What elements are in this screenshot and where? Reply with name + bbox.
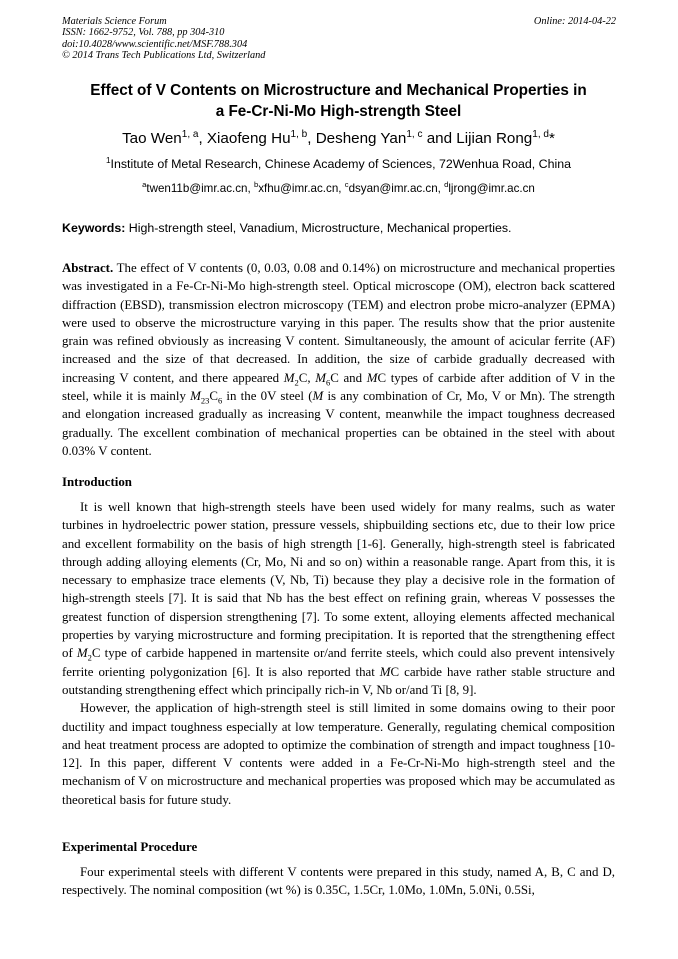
abstract-text: is any combination of Cr, Mo, V or Mn). The strength and elongation increased gradually as increasing V content, meanwhile the impact toughness decreased gradually. The excellent combination of mechanical properties can be obtained in the steel with about 0.03% V content. [62,389,616,458]
title-line-2: a Fe-Cr-Ni-Mo High-strength Steel [215,103,462,120]
author-name: Xiaofeng Hu [206,130,291,147]
formula-symbol: M [379,664,391,679]
journal-header [62,16,265,62]
email-mark: d [444,180,449,190]
email-link[interactable]: xfhu@imr.ac.cn [258,182,339,195]
author-affil-mark: 1, a [181,128,199,140]
author-name: Desheng Yan [315,130,407,147]
title-line-1: Effect of V Contents on Microstructure and Mechanical Properties in [90,82,587,99]
author-name: Lijian Rong [456,130,533,147]
email-separator: , [338,182,345,195]
formula-subscript: 2 [87,652,92,663]
paper-title [62,80,615,122]
abstract-text: C types of carbide after addition of V in the steel, while it is mainly [62,370,615,404]
section-heading-experimental: Experimental Procedure [62,840,198,854]
formula-subscript: 6 [325,377,331,388]
paragraph-text: C type of carbide happened in martensite or/and ferrite steels, which could also prevent intensively ferrite orienting polygonization [6]. It is also reported that [62,646,615,679]
paragraph-text: It is well known that high-strength steels have been used widely for many realms, such as water turbines in hydroelectric power station, pressure vessels, shipbuilding sections etc, due to their low price and excellent formability on the basis of high strength [1-6]. Generally, high-strength steel is fabricated through adding alloying elements (Cr, Mo, Ni and so on) within a reasonable range. Apart from this, it is necessary to emphasize trace elements (V, Nb, Ti) because they play a decisive role in the formation of high-strength steels [7]. It is said that Nb has the best effect on refining grain, whereas V possesses the greatest function of dispersion strengthening [7]. To some extent, alloying elements affected mechanical properties by varying microstructure and forming precipitation. It is reported that the strengthening effect of [62,500,615,661]
paragraph: Four experimental steels with different V contents were prepared in this study, named A, B, C and D, respectively. The nominal composition (wt %) is 0.35C, 1.5Cr, 1.0Mo, 1.0Mn, 5.0Ni, 0.5Si, [62,865,615,898]
author-separator: , [307,130,316,147]
formula-symbol: M [366,370,378,385]
email-mark: a [142,180,147,190]
affiliation [62,156,615,172]
online-date: Online: 2014-04-22 [533,16,616,27]
author-separator: , [198,130,207,147]
copyright-line: © 2014 Trans Tech Publications Ltd, Switzerland [62,50,266,62]
formula-symbol: M [190,389,201,404]
author-list [62,129,615,149]
email-link[interactable]: twen11b@imr.ac.cn [146,182,248,195]
paragraph: However, the application of high-strength steel is still limited in some domains owing to their poor ductility and impact toughness especially at low temperature. Generally, regulating chemical composition and heat treatment process are adopted to optimize the combination of strength and impact toughness [10-12]. In this paper, different V contents were added in a Fe-Cr-Ni-Mo high-strength steel and the mechanism of V on microstructure and mechanical properties was proposed which may be accumulated as theoretical basis for future study. [62,701,615,807]
email-link[interactable]: dsyan@imr.ac.cn [348,182,438,195]
email-separator: , [437,182,445,195]
formula-subscript: 23 [200,395,210,406]
keywords-text: High-strength steel, Vanadium, Microstructure, Mechanical properties. [125,221,512,235]
email-link[interactable]: ljrong@imr.ac.cn [448,182,535,195]
doi-line: doi:10.4028/www.scientific.net/MSF.788.304 [62,38,248,50]
experimental-body [62,863,615,900]
formula-symbol: M [283,370,295,385]
author-name: Tao Wen [122,130,182,147]
author-emails [62,181,615,197]
abstract-text: C and [330,370,367,385]
formula-subscript: 2 [294,377,299,388]
formula-subscript: 6 [217,395,223,406]
paragraph [62,498,615,699]
paragraph-text: C carbide have rather stable structure and outstanding strengthening effect which principally rich-in V, Nb or/and Ti [8, 9]. [62,664,615,697]
formula-symbol: M [312,389,324,404]
issn-line: ISSN: 1662-9752, Vol. 788, pp 304-310 [62,27,225,39]
section-heading-introduction: Introduction [62,475,132,489]
author-affil-mark: 1, d [532,128,549,140]
introduction-body [62,498,615,809]
author-affil-mark: 1, b [290,128,308,140]
abstract-text: The effect of V contents (0, 0.03, 0.08 and 0.14%) on microstructure and mechanical properties was investigated in a Fe-Cr-Ni-Mo high-strength steel. Optical microscope (OM), electron back scattered diffraction (EBSD), transmission electron microscopy (TEM) and electron probe micro-analyzer (EPMA) were used to observe the microstructure varying in this paper. The results show that the prior austenite grain was refined obviously as increasing V content. Simultaneously, the amount of acicular ferrite (AF) increased and the size of that decreased. In addition, the size of carbide gradually decreased with increasing V content, and there appeared [62,261,615,385]
affiliation-number: 1 [105,155,111,165]
author-separator: and [422,130,457,147]
abstract-text: C [209,389,218,404]
keywords-label: Keywords: [62,221,126,235]
abstract [62,259,615,460]
keywords [62,220,615,236]
formula-symbol: M [76,646,88,661]
corresponding-author-mark: * [548,130,555,147]
affiliation-text: Institute of Metal Research, Chinese Academy of Sciences, 72Wenhua Road, China [110,157,572,171]
email-mark: c [344,180,349,190]
abstract-text: in the 0V steel ( [222,389,313,404]
email-separator: , [247,182,254,195]
email-mark: b [253,180,259,190]
abstract-label: Abstract. [62,261,114,275]
author-affil-mark: 1, c [406,128,423,140]
journal-name: Materials Science Forum [62,16,167,27]
abstract-text: C, [298,370,316,385]
formula-symbol: M [315,370,326,385]
